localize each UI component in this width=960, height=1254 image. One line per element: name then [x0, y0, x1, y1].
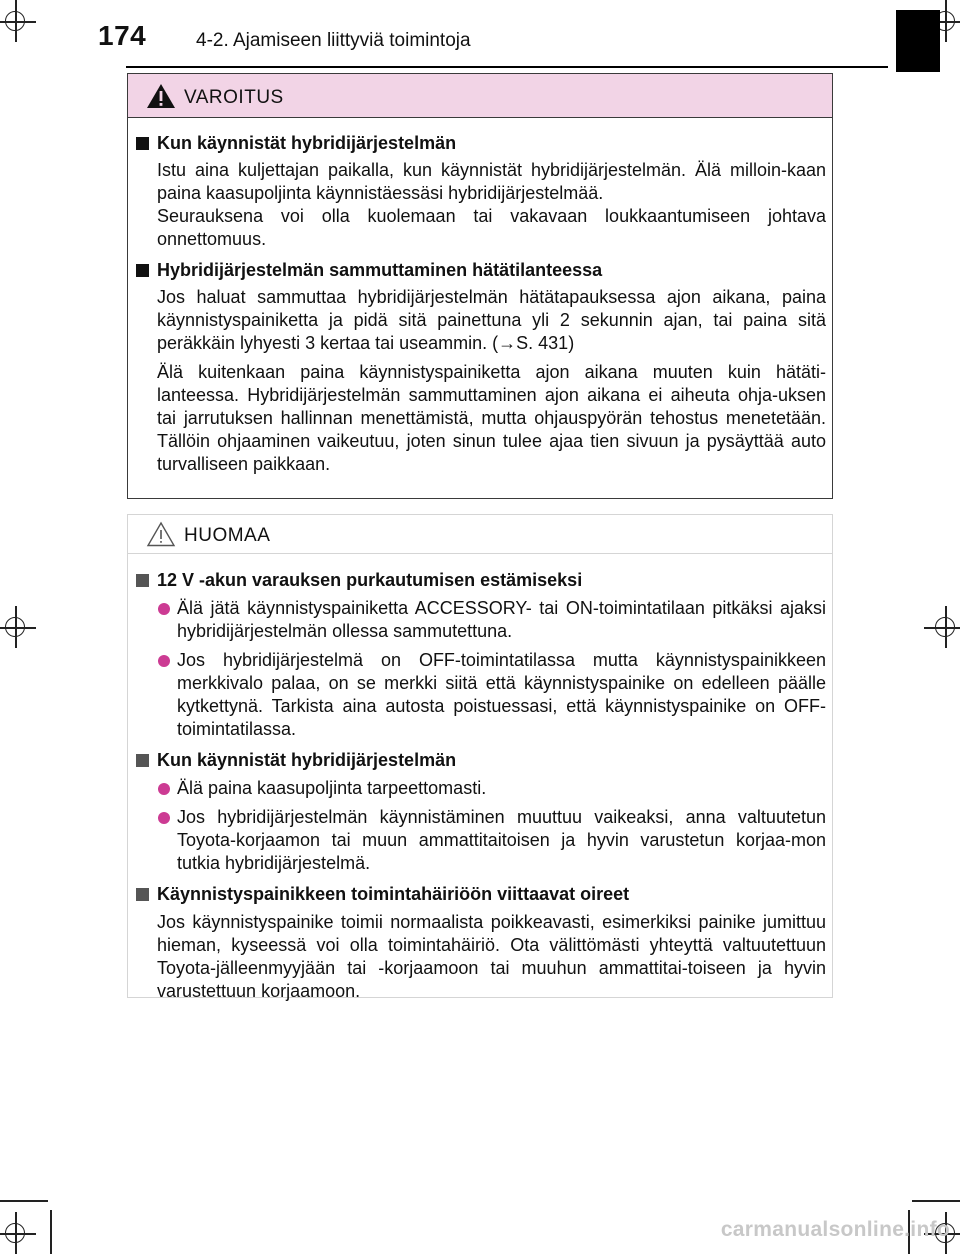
header-rule — [126, 66, 888, 68]
section-heading: Hybridijärjestelmän sammuttaminen hätätilanteessa — [134, 259, 826, 282]
round-bullet-icon — [158, 812, 170, 824]
square-bullet-icon — [136, 137, 149, 150]
trim-line — [912, 1200, 960, 1202]
paragraph: Älä kuitenkaan paina käynnistyspainiketta ajon aikana muuten kuin hätäti-lanteessa. Hybridijärjestelmän sammuttaminen ajon aikana ei aiheuta ohja-uksen tai jarrutuksen hallinnan menettämistä, mutta ohjauspyörän tehostus menetetään. Tällöin ohjaaminen vaikeutuu, joten sinun tulee ajaa tien sivuun ja pysäyttää auto turvalliseen paikkaan. — [157, 362, 826, 474]
list-item: Jos hybridijärjestelmän käynnistäminen muuttuu vaikeaksi, anna valtuutetun Toyota-korjaamon tai muun ammattitaitoisen ja hyvin varustetun korjaa-mon tutkia hybridijärjestelmä. — [134, 806, 826, 875]
trim-line — [0, 1200, 48, 1202]
notice-content — [128, 569, 832, 1003]
caution-triangle-icon — [146, 521, 176, 547]
warning-triangle-icon — [146, 83, 176, 109]
list-item: Älä jätä käynnistyspainiketta ACCESSORY- tai ON-toimintatilaan pitkäksi ajaksi hybridijärjestelmän ollessa sammutettuna. — [134, 597, 826, 643]
notice-box — [127, 514, 833, 1001]
chapter-tab — [896, 10, 940, 72]
square-bullet-icon — [136, 888, 149, 901]
square-bullet-icon — [136, 264, 149, 277]
page-number: 174 — [98, 20, 147, 51]
warning-label: VAROITUS — [184, 87, 284, 108]
list-item: Jos hybridijärjestelmä on OFF-toimintatilassa mutta käynnistyspainikkeen merkkivalo palaa, on se merkki siitä että käynnistyspainike on edelleen päälle kytkettynä. Tarkista aina autosta poistuessasi, että käynnistyspainike on OFF-toimintatilassa. — [134, 649, 826, 741]
warning-content — [128, 132, 832, 476]
paragraph: Jos käynnistyspainike toimii normaalista poikkeavasti, esimerkiksi painike jumittuu hieman, kyseessä voi olla toimintahäiriö. Ota välittömästi yhteyttä valtuutettuun Toyota-jälleenmyyjään tai -korjaamoon tai muuhun ammattitai-toiseen ja hyvin varustettuun korjaamoon. — [157, 912, 826, 1001]
round-bullet-icon — [158, 783, 170, 795]
round-bullet-icon — [158, 655, 170, 667]
notice-label: HUOMAA — [184, 525, 271, 546]
trim-line — [50, 1210, 52, 1254]
registration-mark-mid-right — [930, 612, 960, 642]
registration-mark-top-left — [0, 6, 30, 36]
paragraph: Seurauksena voi olla kuolemaan tai vakavaan loukkaantumiseen johtava onnettomuus. — [157, 206, 826, 249]
section-title: 4-2. Ajamiseen liittyviä toimintoja — [196, 30, 471, 51]
paragraph: Jos haluat sammuttaa hybridijärjestelmän hätätapauksessa ajon aikana, paina käynnistyspainiketta ja pidä sitä painettuna yli 2 sekunnin ajan, tai paina sitä peräkkäin lyhyesti 3 kertaa tai useammin. (→S. 431) — [157, 287, 826, 353]
watermark: carmanualsonline.info — [720, 1218, 950, 1241]
paragraph: Istu aina kuljettajan paikalla, kun käynnistät hybridijärjestelmän. Älä milloin-kaan paina kaasupoljinta käynnistäessäsi hybridijärjestelmää. — [157, 160, 826, 203]
square-bullet-icon — [136, 754, 149, 767]
section-heading: 12 V -akun varauksen purkautumisen estämiseksi — [134, 569, 826, 592]
section-heading: Kun käynnistät hybridijärjestelmän — [134, 132, 826, 155]
warning-box — [127, 73, 833, 499]
section-heading: Kun käynnistät hybridijärjestelmän — [134, 749, 826, 772]
registration-mark-mid-left — [0, 612, 30, 642]
section-heading: Käynnistyspainikkeen toimintahäiriöön viittaavat oireet — [134, 883, 826, 906]
list-item: Älä paina kaasupoljinta tarpeettomasti. — [134, 777, 826, 800]
notice-header — [128, 515, 832, 554]
square-bullet-icon — [136, 574, 149, 587]
registration-mark-bottom-left — [0, 1218, 30, 1248]
round-bullet-icon — [158, 603, 170, 615]
warning-header — [128, 74, 832, 118]
